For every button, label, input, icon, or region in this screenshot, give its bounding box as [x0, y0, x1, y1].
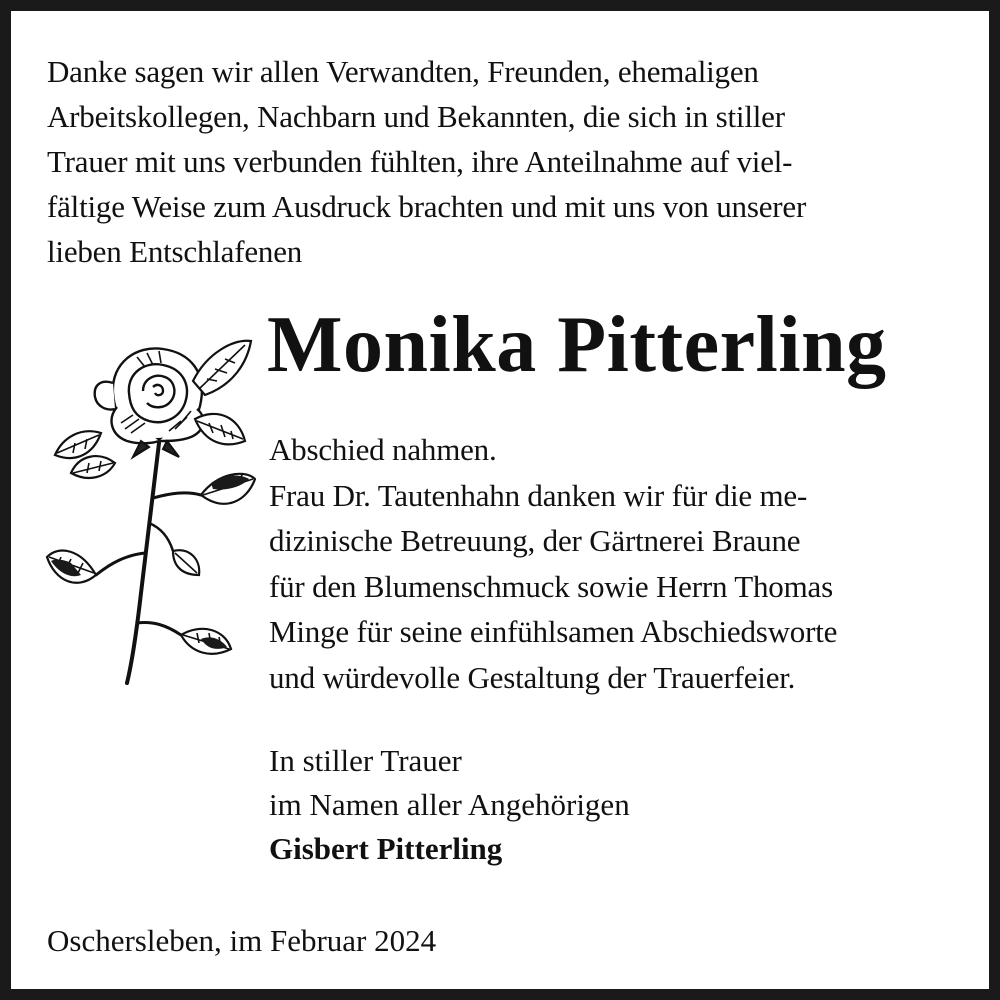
intro-line: lieben Entschlafenen	[47, 234, 303, 269]
rose-icon	[41, 323, 256, 693]
deceased-name: Monika Pitterling	[267, 301, 887, 389]
acknowledgement-paragraph	[269, 427, 965, 700]
body-line: dizinische Betreuung, der Gärtnerei Braune	[269, 523, 801, 558]
signoff-line: In stiller Trauer	[269, 743, 462, 778]
signer-name: Gisbert Pitterling	[269, 831, 503, 866]
intro-line: Arbeitskollegen, Nachbarn und Bekannten, die sich in stiller	[47, 99, 785, 134]
signoff-line: im Namen aller Angehörigen	[269, 787, 630, 822]
place-and-date: Oschersleben, im Februar 2024	[47, 923, 437, 958]
signoff-block	[269, 739, 630, 871]
intro-line: Trauer mit uns verbunden fühlten, ihre Anteilnahme auf viel-	[47, 144, 793, 179]
body-line: für den Blumenschmuck sowie Herrn Thomas	[269, 568, 833, 604]
intro-line: fältige Weise zum Ausdruck brachten und mit uns von unserer	[47, 189, 807, 224]
body-line: Minge für seine einfühlsamen Abschiedsworte	[269, 614, 838, 649]
body-line: Frau Dr. Tautenhahn danken wir für die me-	[269, 477, 808, 513]
body-line: und würdevolle Gestaltung der Trauerfeier.	[269, 659, 796, 695]
thank-you-paragraph	[47, 49, 965, 274]
body-line: Abschied nahmen.	[269, 432, 497, 467]
intro-line: Danke sagen wir allen Verwandten, Freunden, ehemaligen	[47, 54, 759, 89]
